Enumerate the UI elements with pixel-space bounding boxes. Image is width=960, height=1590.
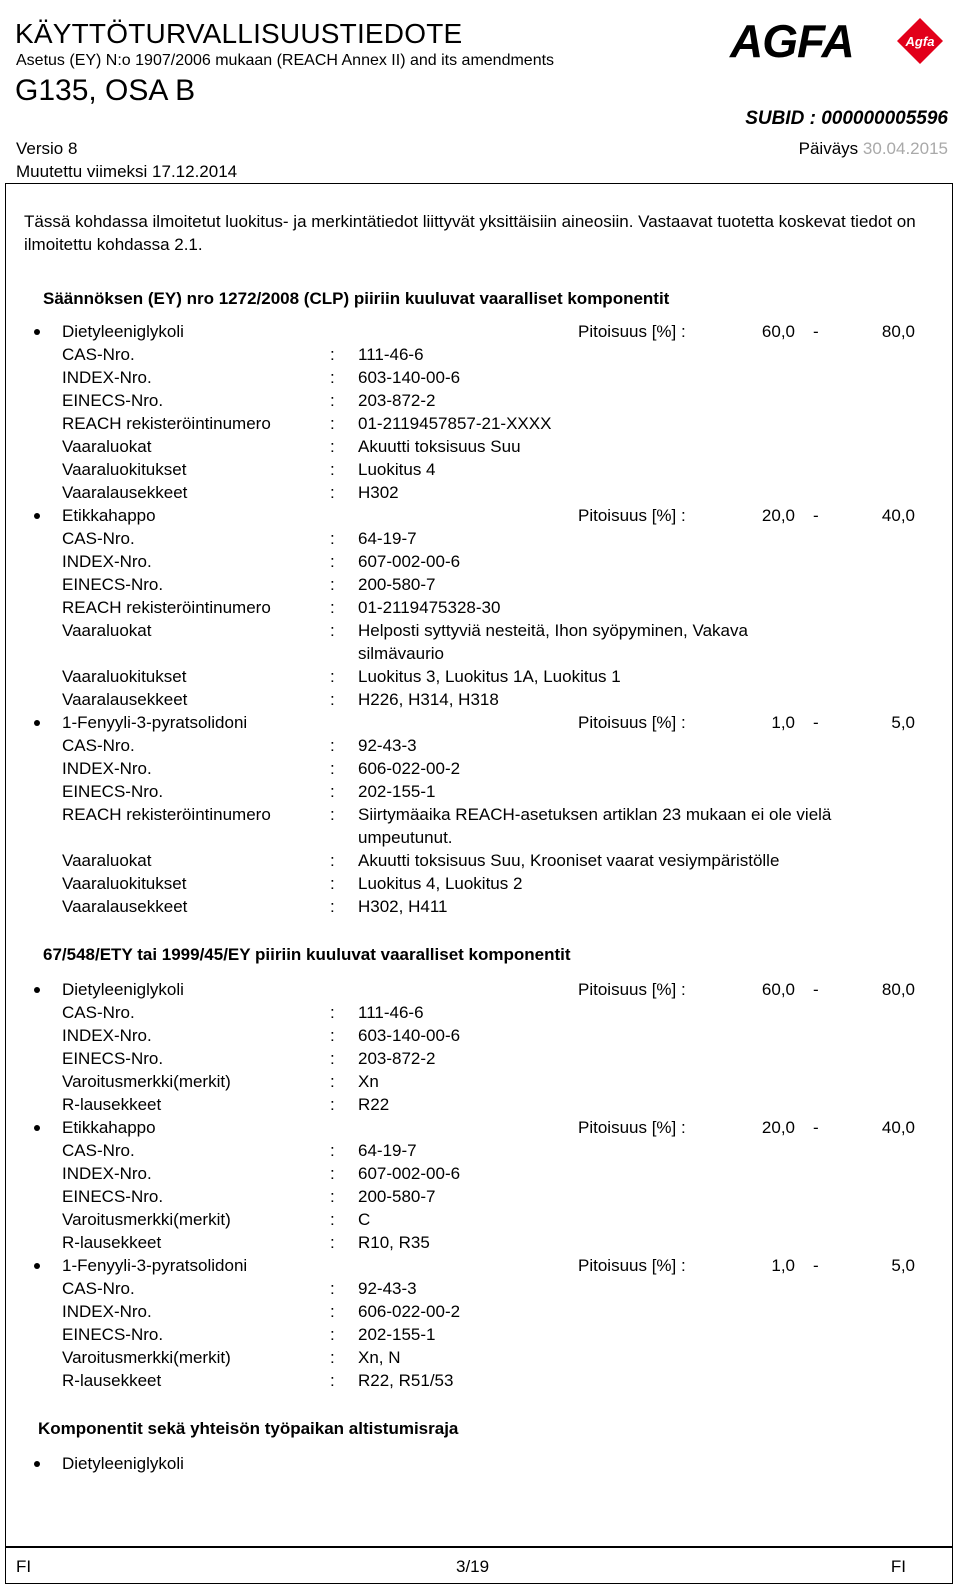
field-row <box>0 412 960 435</box>
component-name: 1-Fenyyli-3-pyratsolidoni <box>62 1256 248 1275</box>
field-label: CAS-Nro. <box>62 1003 135 1022</box>
field-label: EINECS-Nro. <box>62 782 164 801</box>
issue-date-value: 30.04.2015 <box>862 139 948 158</box>
component-name: Dietyleeniglykoli <box>62 322 184 341</box>
field-row <box>0 596 960 619</box>
field-colon: : <box>330 529 335 548</box>
field-row <box>0 1070 960 1093</box>
field-label: Vaaraluokitukset <box>62 460 187 479</box>
bullet-icon <box>34 720 40 726</box>
field-colon: : <box>330 368 335 387</box>
product-name: G135, OSA B <box>15 74 196 107</box>
concentration-label: Pitoisuus [%] : <box>578 322 686 341</box>
field-value: 603-140-00-6 <box>358 368 461 387</box>
field-colon: : <box>330 621 335 640</box>
field-row-continued <box>0 642 960 665</box>
field-row <box>0 1162 960 1185</box>
concentration-low: 60,0 <box>761 322 795 341</box>
field-row <box>0 1346 960 1369</box>
field-value: Luokitus 4 <box>358 460 436 479</box>
field-colon: : <box>330 1233 335 1252</box>
field-value: R10, R35 <box>358 1233 430 1252</box>
field-value: Siirtymäaika REACH-asetuksen artiklan 23 mukaan ei ole vielä <box>358 805 832 824</box>
field-row <box>0 665 960 688</box>
field-label: INDEX-Nro. <box>62 552 152 571</box>
field-value: H226, H314, H318 <box>358 690 499 709</box>
concentration-dash: - <box>813 1118 819 1137</box>
field-row <box>0 1093 960 1116</box>
field-row <box>0 1300 960 1323</box>
field-colon: : <box>330 1325 335 1344</box>
component-header-row <box>0 504 960 527</box>
regulation-line: Asetus (EY) N:o 1907/2006 mukaan (REACH Annex II) and its amendments <box>16 52 555 69</box>
field-value: 203-872-2 <box>358 1049 436 1068</box>
component-header-row <box>0 978 960 1001</box>
field-label: CAS-Nro. <box>62 736 135 755</box>
field-label: REACH rekisteröintinumero <box>62 805 271 824</box>
field-value: 202-155-1 <box>358 782 436 801</box>
concentration-high: 80,0 <box>881 980 915 999</box>
field-value: 92-43-3 <box>358 736 417 755</box>
field-label: INDEX-Nro. <box>62 368 152 387</box>
document-title: KÄYTTÖTURVALLISUUSTIEDOTE <box>15 18 463 49</box>
field-row <box>0 481 960 504</box>
field-label: Varoitusmerkki(merkit) <box>62 1348 231 1367</box>
component-name: Etikkahappo <box>62 506 156 525</box>
field-colon: : <box>330 690 335 709</box>
concentration-dash: - <box>813 1256 819 1275</box>
field-colon: : <box>330 1187 335 1206</box>
component-header-row <box>0 711 960 734</box>
issue-date <box>799 139 948 159</box>
field-colon: : <box>330 1371 335 1390</box>
field-value: R22 <box>358 1095 390 1114</box>
field-label: CAS-Nro. <box>62 345 135 364</box>
field-value: 607-002-00-6 <box>358 1164 461 1183</box>
field-colon: : <box>330 1302 335 1321</box>
field-colon: : <box>330 1095 335 1114</box>
footer-language-left: FI <box>16 1557 32 1576</box>
field-label: REACH rekisteröintinumero <box>62 414 271 433</box>
field-colon: : <box>330 483 335 502</box>
field-value: 606-022-00-2 <box>358 759 461 778</box>
field-row <box>0 1208 960 1231</box>
concentration-high: 5,0 <box>891 1256 915 1275</box>
field-value: 64-19-7 <box>358 529 417 548</box>
field-label: Varoitusmerkki(merkit) <box>62 1210 231 1229</box>
subid: SUBID : 000000005596 <box>745 108 948 129</box>
field-value: 111-46-6 <box>358 1003 424 1022</box>
bullet-icon <box>34 1263 40 1269</box>
agfa-logo-wordmark: AGFA <box>730 15 854 67</box>
concentration-low: 1,0 <box>771 1256 795 1275</box>
field-colon: : <box>330 345 335 364</box>
field-colon: : <box>330 1003 335 1022</box>
field-row <box>0 803 960 826</box>
field-label: CAS-Nro. <box>62 1141 135 1160</box>
concentration-low: 20,0 <box>761 506 795 525</box>
field-value: 200-580-7 <box>358 1187 436 1206</box>
field-value: 603-140-00-6 <box>358 1026 461 1045</box>
section-title: 67/548/ETY tai 1999/45/EY piiriin kuuluvat vaaralliset komponentit <box>43 945 571 964</box>
field-value: Akuutti toksisuus Suu, Krooniset vaarat vesiympäristölle <box>358 851 780 870</box>
field-row-continued <box>0 826 960 849</box>
field-colon: : <box>330 1279 335 1298</box>
field-colon: : <box>330 1072 335 1091</box>
bullet-icon <box>34 987 40 993</box>
concentration-label: Pitoisuus [%] : <box>578 1118 686 1137</box>
field-value: Xn, N <box>358 1348 401 1367</box>
field-colon: : <box>330 391 335 410</box>
component-header-row <box>0 320 960 343</box>
field-row <box>0 435 960 458</box>
field-value: 111-46-6 <box>358 345 424 364</box>
field-row <box>0 389 960 412</box>
field-colon: : <box>330 552 335 571</box>
field-colon: : <box>330 1141 335 1160</box>
field-value: C <box>358 1210 371 1229</box>
section-title: Komponentit sekä yhteisön työpaikan altistumisraja <box>38 1419 459 1438</box>
field-value-continued: silmävaurio <box>358 644 444 663</box>
field-value: Luokitus 3, Luokitus 1A, Luokitus 1 <box>358 667 621 686</box>
field-value: 607-002-00-6 <box>358 552 461 571</box>
field-label: Vaaralausekkeet <box>62 483 188 502</box>
field-row <box>0 1024 960 1047</box>
field-label: R-lausekkeet <box>62 1371 162 1390</box>
field-row <box>0 527 960 550</box>
field-label: EINECS-Nro. <box>62 1325 164 1344</box>
field-label: R-lausekkeet <box>62 1095 162 1114</box>
field-row <box>0 734 960 757</box>
agfa-badge-text: Agfa <box>905 34 935 49</box>
field-colon: : <box>330 437 335 456</box>
field-label: Vaaraluokat <box>62 621 152 640</box>
field-value: 01-2119475328-30 <box>358 598 501 617</box>
field-value: 203-872-2 <box>358 391 436 410</box>
field-row <box>0 1139 960 1162</box>
component-name: 1-Fenyyli-3-pyratsolidoni <box>62 713 248 732</box>
field-value: 92-43-3 <box>358 1279 417 1298</box>
field-value: H302, H411 <box>358 897 448 916</box>
component-header-row <box>0 1254 960 1277</box>
field-label: REACH rekisteröintinumero <box>62 598 271 617</box>
field-label: Vaaraluokitukset <box>62 874 187 893</box>
field-colon: : <box>330 414 335 433</box>
field-colon: : <box>330 460 335 479</box>
field-colon: : <box>330 598 335 617</box>
field-value: 606-022-00-2 <box>358 1302 461 1321</box>
field-value: Helposti syttyviä nesteitä, Ihon syöpyminen, Vakava <box>358 621 748 640</box>
field-label: R-lausekkeet <box>62 1233 162 1252</box>
field-row <box>0 1277 960 1300</box>
field-colon: : <box>330 1210 335 1229</box>
field-colon: : <box>330 1348 335 1367</box>
concentration-high: 80,0 <box>881 322 915 341</box>
field-label: Vaaraluokitukset <box>62 667 187 686</box>
field-colon: : <box>330 851 335 870</box>
field-row <box>0 895 960 918</box>
footer-language-right: FI <box>890 1557 906 1576</box>
concentration-label: Pitoisuus [%] : <box>578 1256 686 1275</box>
issue-date-label: Päiväys <box>798 139 859 158</box>
field-value-continued: umpeutunut. <box>358 828 453 847</box>
field-row <box>0 619 960 642</box>
concentration-dash: - <box>813 980 819 999</box>
field-label: Vaaraluokat <box>62 437 152 456</box>
field-colon: : <box>330 782 335 801</box>
concentration-low: 20,0 <box>761 1118 795 1137</box>
field-colon: : <box>330 1026 335 1045</box>
field-row <box>0 688 960 711</box>
bullet-icon <box>34 329 40 335</box>
field-label: Vaaralausekkeet <box>62 897 188 916</box>
field-colon: : <box>330 759 335 778</box>
concentration-label: Pitoisuus [%] : <box>578 506 686 525</box>
field-row <box>0 780 960 803</box>
field-colon: : <box>330 805 335 824</box>
field-label: EINECS-Nro. <box>62 575 164 594</box>
field-row <box>0 1231 960 1254</box>
field-row <box>0 1369 960 1392</box>
field-row <box>0 343 960 366</box>
field-colon: : <box>330 897 335 916</box>
intro-paragraph: Tässä kohdassa ilmoitetut luokitus- ja merkintätiedot liittyvät yksittäisiin aineosiin. Vastaavat tuotetta koskevat tiedot on ilmoitettu kohdassa 2.1. <box>24 212 916 254</box>
modified-date: Muutettu viimeksi 17.12.2014 <box>16 162 238 181</box>
field-label: CAS-Nro. <box>62 1279 135 1298</box>
field-value: 202-155-1 <box>358 1325 436 1344</box>
field-value: 200-580-7 <box>358 575 436 594</box>
agfa-logo <box>730 14 948 74</box>
field-value: R22, R51/53 <box>358 1371 454 1390</box>
field-row <box>0 366 960 389</box>
concentration-dash: - <box>813 713 819 732</box>
field-row <box>0 550 960 573</box>
field-row <box>0 1185 960 1208</box>
field-label: Varoitusmerkki(merkit) <box>62 1072 231 1091</box>
section-title: Säännöksen (EY) nro 1272/2008 (CLP) piiriin kuuluvat vaaralliset komponentit <box>43 289 670 308</box>
field-label: INDEX-Nro. <box>62 1026 152 1045</box>
concentration-high: 40,0 <box>881 1118 915 1137</box>
field-label: Vaaralausekkeet <box>62 690 188 709</box>
field-row <box>0 1047 960 1070</box>
concentration-dash: - <box>813 506 819 525</box>
field-value: 01-2119457857-21-XXXX <box>358 414 552 433</box>
field-colon: : <box>330 667 335 686</box>
concentration-low: 60,0 <box>761 980 795 999</box>
bullet-icon <box>34 513 40 519</box>
field-value: Xn <box>358 1072 379 1091</box>
list-item <box>0 1452 960 1475</box>
field-row <box>0 1001 960 1024</box>
field-row <box>0 757 960 780</box>
field-value: Akuutti toksisuus Suu <box>358 437 521 456</box>
concentration-high: 5,0 <box>891 713 915 732</box>
field-row <box>0 849 960 872</box>
bullet-icon <box>34 1125 40 1131</box>
concentration-low: 1,0 <box>771 713 795 732</box>
field-label: EINECS-Nro. <box>62 1049 164 1068</box>
component-name: Etikkahappo <box>62 1118 156 1137</box>
field-row <box>0 573 960 596</box>
field-row <box>0 872 960 895</box>
field-value: 64-19-7 <box>358 1141 417 1160</box>
field-value: Luokitus 4, Luokitus 2 <box>358 874 523 893</box>
field-label: INDEX-Nro. <box>62 1164 152 1183</box>
field-row <box>0 1323 960 1346</box>
page-footer <box>5 1546 953 1584</box>
field-colon: : <box>330 736 335 755</box>
field-colon: : <box>330 874 335 893</box>
concentration-label: Pitoisuus [%] : <box>578 713 686 732</box>
agfa-rhombus-icon <box>896 17 944 65</box>
field-label: EINECS-Nro. <box>62 391 164 410</box>
version: Versio 8 <box>16 139 78 158</box>
field-label: INDEX-Nro. <box>62 1302 152 1321</box>
field-value: H302 <box>358 483 399 502</box>
exposure-component-name: Dietyleeniglykoli <box>62 1454 184 1473</box>
field-colon: : <box>330 575 335 594</box>
field-label: CAS-Nro. <box>62 529 135 548</box>
field-row <box>0 458 960 481</box>
field-label: Vaaraluokat <box>62 851 152 870</box>
component-header-row <box>0 1116 960 1139</box>
concentration-dash: - <box>813 322 819 341</box>
concentration-label: Pitoisuus [%] : <box>578 980 686 999</box>
page-number: 3/19 <box>456 1557 490 1576</box>
field-label: EINECS-Nro. <box>62 1187 164 1206</box>
bullet-icon <box>34 1461 40 1467</box>
field-colon: : <box>330 1164 335 1183</box>
component-name: Dietyleeniglykoli <box>62 980 184 999</box>
field-label: INDEX-Nro. <box>62 759 152 778</box>
concentration-high: 40,0 <box>881 506 915 525</box>
field-colon: : <box>330 1049 335 1068</box>
